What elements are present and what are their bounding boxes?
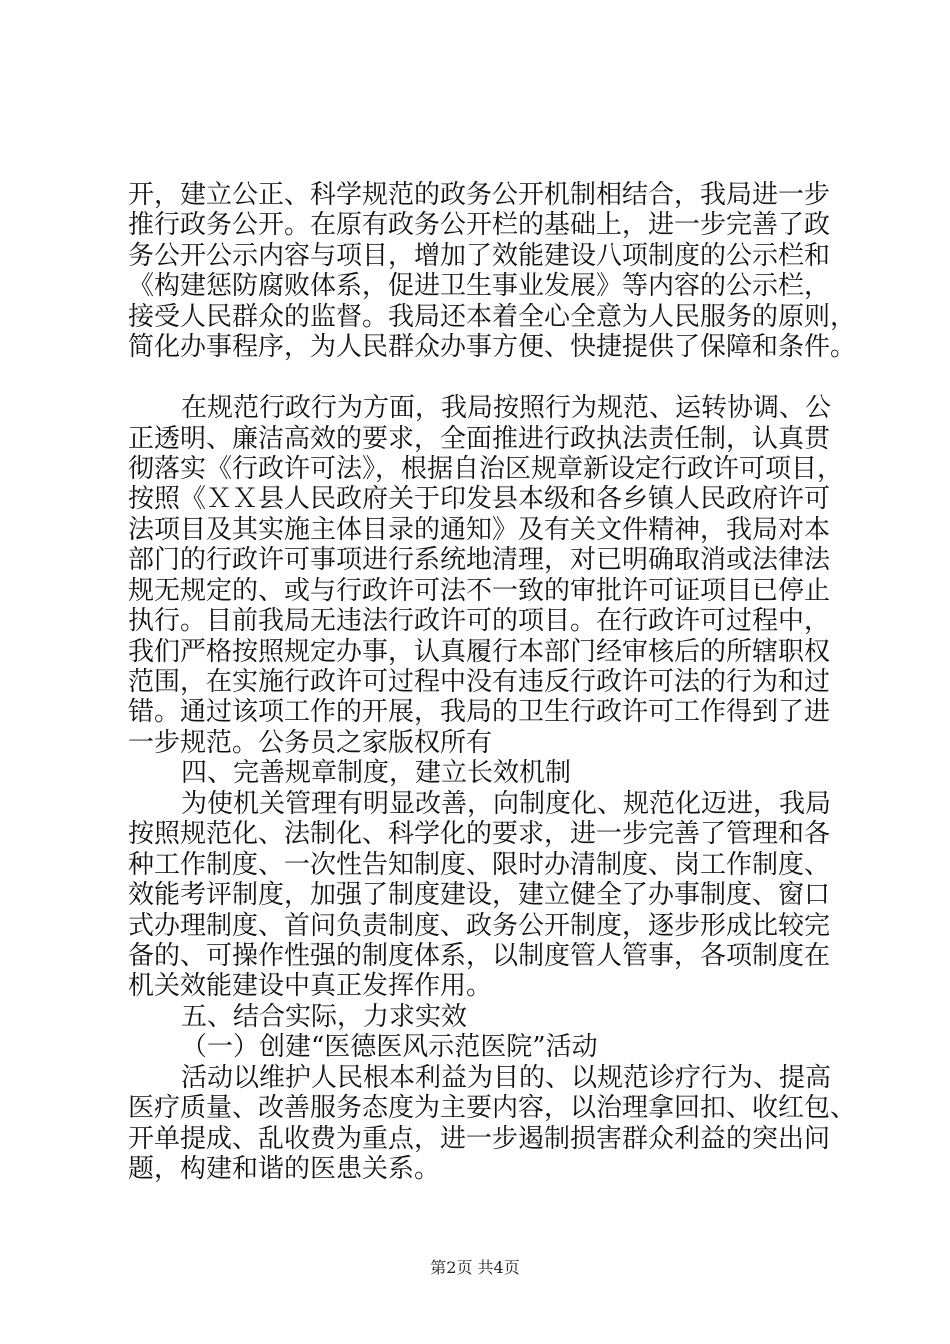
section-heading: 四、完善规章制度，建立长效机制 bbox=[181, 758, 572, 788]
section-heading: （一）创建“医德医风示范医院”活动 bbox=[181, 1032, 598, 1062]
text-line: 一步规范。公务员之家版权所有 bbox=[128, 728, 493, 758]
text-line: 效能考评制度，加强了制度建设，建立健全了办事制度、窗口 bbox=[128, 880, 831, 910]
text-line: 式办理制度、首问负责制度、政务公开制度，逐步形成比较完 bbox=[128, 911, 831, 941]
text-line: 推行政务公开。在原有政务公开栏的基础上，进一步完善了政 bbox=[128, 210, 831, 240]
text-line: 正透明、廉洁高效的要求，全面推进行政执法责任制，认真贯 bbox=[128, 424, 831, 454]
text-line: 规无规定的、或与行政许可法不一致的审批许可证项目已停止 bbox=[128, 576, 831, 606]
text-line: 法项目及其实施主体目录的通知》及有关文件精神，我局对本 bbox=[128, 515, 831, 545]
text-line: 备的、可操作性强的制度体系，以制度管人管事，各项制度在 bbox=[128, 941, 831, 971]
text-line: 题，构建和谐的医患关系。 bbox=[128, 1154, 441, 1184]
text-line: 彻落实《行政许可法》，根据自治区规章新设定行政许可项目， bbox=[128, 454, 844, 484]
text-line: 为使机关管理有明显改善，向制度化、规范化迈进，我局 bbox=[181, 789, 832, 819]
text-line: 执行。目前我局无违法行政许可的项目。在行政许可过程中， bbox=[128, 606, 831, 636]
text-line: 开，建立公正、科学规范的政务公开机制相结合，我局进一步 bbox=[128, 180, 831, 210]
text-line: 《构建惩防腐败体系，促进卫生事业发展》等内容的公示栏， bbox=[128, 271, 831, 301]
section-heading: 五、结合实际，力求实效 bbox=[181, 1002, 468, 1032]
text-line: 接受人民群众的监督。我局还本着全心全意为人民服务的原则， bbox=[128, 302, 857, 332]
text-line: 我们严格按照规定办事，认真履行本部门经审核后的所辖职权 bbox=[128, 637, 831, 667]
text-line: 活动以维护人民根本利益为目的、以规范诊疗行为、提高 bbox=[181, 1063, 832, 1093]
text-line: 种工作制度、一次性告知制度、限时办清制度、岗工作制度、 bbox=[128, 850, 831, 880]
text-line: 医疗质量、改善服务态度为主要内容，以治理拿回扣、收红包、 bbox=[128, 1093, 857, 1123]
text-line: 范围，在实施行政许可过程中没有违反行政许可法的行为和过 bbox=[128, 667, 831, 697]
text-line: 按照规范化、法制化、科学化的要求，进一步完善了管理和各 bbox=[128, 819, 831, 849]
text-line: 务公开公示内容与项目，增加了效能建设八项制度的公示栏和 bbox=[128, 241, 831, 271]
text-line: 简化办事程序，为人民群众办事方便、快捷提供了保障和条件。 bbox=[128, 332, 857, 362]
text-line: 在规范行政行为方面，我局按照行为规范、运转协调、公 bbox=[181, 393, 832, 423]
text-line: 开单提成、乱收费为重点，进一步遏制损害群众利益的突出问 bbox=[128, 1124, 831, 1154]
text-line: 部门的行政许可事项进行系统地清理，对已明确取消或法律法 bbox=[128, 545, 831, 575]
page-footer: 第2页 共4页 bbox=[430, 1258, 520, 1277]
text-line: 机关效能建设中真正发挥作用。 bbox=[128, 971, 493, 1001]
text-line: 按照《ＸＸ县人民政府关于印发县本级和各乡镇人民政府许可 bbox=[128, 484, 831, 514]
text-line: 错。通过该项工作的开展，我局的卫生行政许可工作得到了进 bbox=[128, 697, 831, 727]
